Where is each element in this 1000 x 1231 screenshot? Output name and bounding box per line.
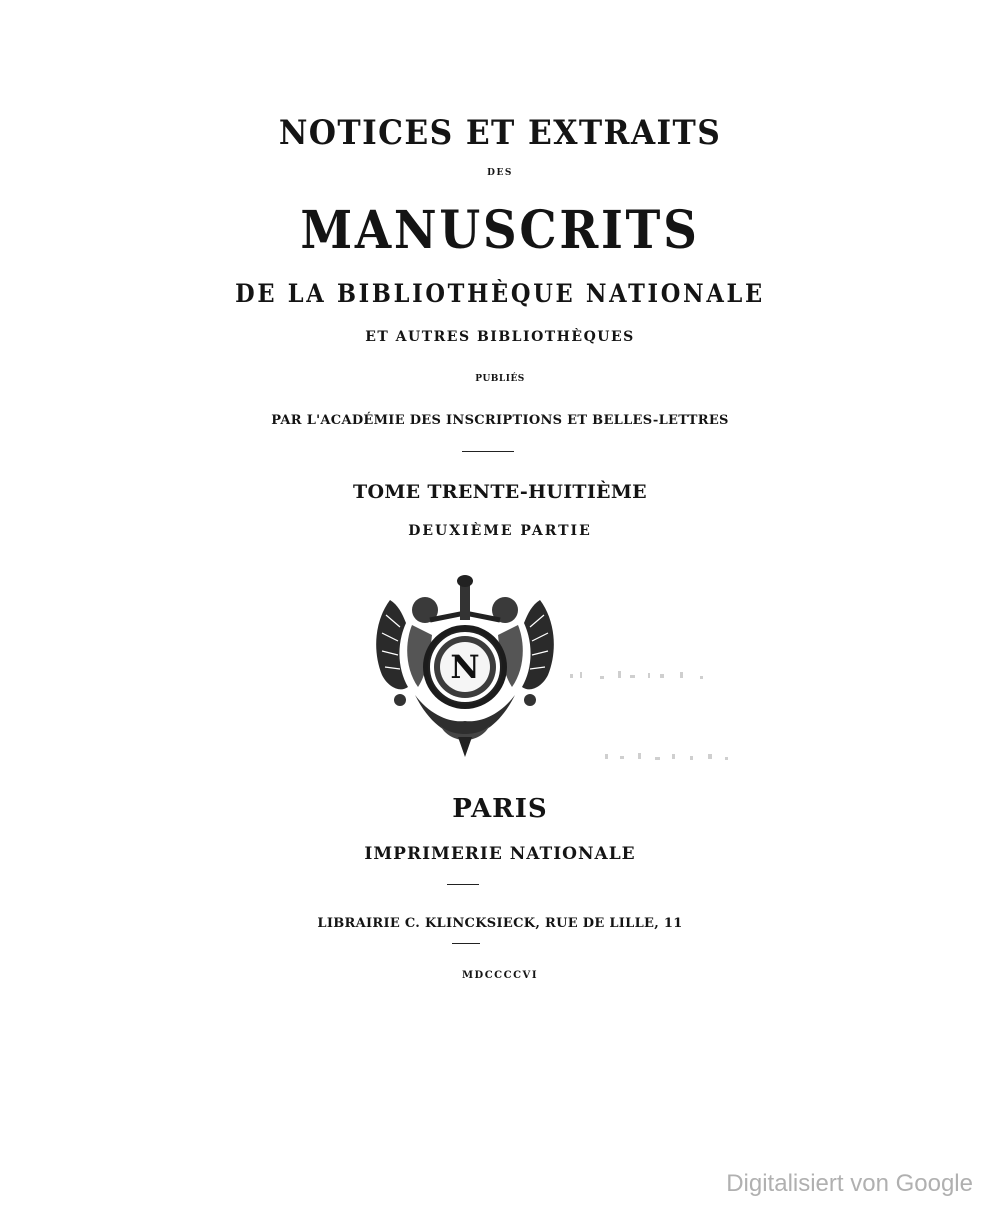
imprint-city: PARIS — [452, 794, 548, 824]
title-line-notices: NOTICES ET EXTRAITS — [278, 113, 722, 153]
imprint-year: MDCCCCVI — [461, 970, 538, 981]
title-line-publies: PUBLIÉS — [475, 374, 525, 384]
imprint-printer: IMPRIMERIE NATIONALE — [364, 844, 636, 864]
part-label: DEUXIÈME PARTIE — [408, 523, 592, 539]
svg-text:N: N — [450, 648, 480, 686]
volume-label: TOME TRENTE-HUITIÈME — [353, 481, 647, 503]
title-line-des: DES — [487, 168, 513, 178]
title-line-manuscrits: MANUSCRITS — [300, 200, 700, 261]
title-line-bibliotheque: DE LA BIBLIOTHÈQUE NATIONALE — [235, 279, 765, 308]
title-line-autres: ET AUTRES BIBLIOTHÈQUES — [365, 329, 635, 345]
digitization-watermark: Digitalisiert von Google — [726, 1170, 973, 1197]
divider-rule — [447, 884, 479, 885]
imprint-bookseller: LIBRAIRIE C. KLINCKSIECK, RUE DE LILLE, 11 — [317, 916, 683, 931]
divider-rule — [462, 451, 514, 452]
bleed-through-specks — [560, 662, 740, 782]
divider-rule — [452, 943, 480, 944]
imprimerie-nationale-emblem-icon — [370, 575, 560, 760]
title-line-academie: PAR L'ACADÉMIE DES INSCRIPTIONS ET BELLES-LETTRES — [271, 413, 729, 428]
